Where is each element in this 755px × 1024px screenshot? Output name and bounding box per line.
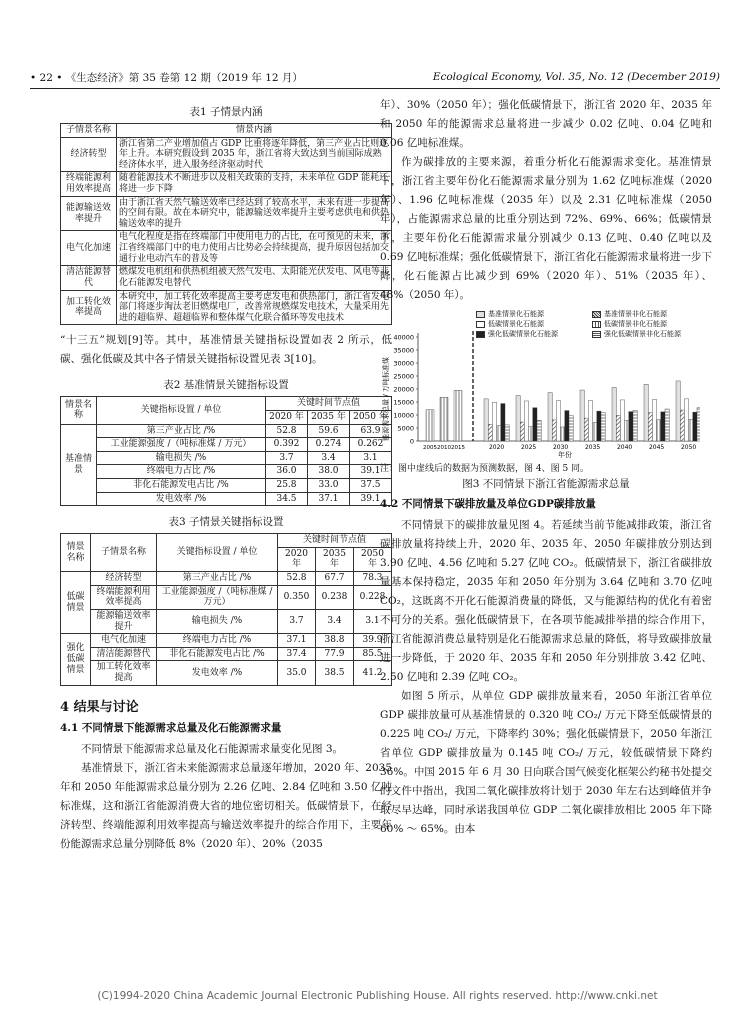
cell: 67.7 <box>316 572 354 586</box>
year-header: 2020 年 <box>266 410 308 424</box>
x-tick-label: 2050 <box>680 444 697 451</box>
bar-historical <box>426 410 434 441</box>
cell: 清洁能源替代 <box>91 647 157 661</box>
paragraph: 不同情景下的碳排放量见图 4。若延续当前节能减排政策，浙江省碳排放量将持续上升，2020 年、2035 年、2050 年碳排放分别达到 3.90 亿吨、4.56 亿吨和 5.27 亿吨 CO₂。低碳情景下，浙江省碳排放量基本保持稳定，2035 年和 2050 年分别为 3.64 亿吨和 3.70 亿吨 CO₂，这既离不开化石能源消费量的降低，又与能源结构的优化有着密不可分的关系。强化低碳情景下，在各项节能减排举措的综合作用下，浙江省能源消费总量特别是化石能源需求总量的降低，将导致碳排放量进一步降低，于 2020 年、2035 年和 2050 年分别排放 3.42 亿吨、2.50 亿吨和 2.39 亿吨 CO₂。 <box>380 519 712 683</box>
x-tick-label: 2035 <box>584 444 601 451</box>
cell: 发电效率 /% <box>157 661 278 685</box>
legend-swatch <box>592 311 601 318</box>
legend-swatch <box>592 321 601 328</box>
table2-header: 关键指标设置 / 单位 <box>97 397 266 424</box>
cell: 由于浙江省天然气输送效率已经达到了较高水平，未来有进一步提高的空间有限。故在本研究中，能源输送效率提升主要考虑供电和供热输送效率的提升 <box>117 196 392 231</box>
y-axis-label: 能源需求总量 / 万吨标准煤 <box>382 357 390 441</box>
cell: 85.5 <box>354 647 392 661</box>
cell: 清洁能源替代 <box>61 266 117 290</box>
cell: 39.9 <box>354 634 392 648</box>
table-row <box>61 465 392 479</box>
bar-5 <box>565 411 569 441</box>
cell: 经济转型 <box>91 572 157 586</box>
cell: 输电损失 /% <box>157 609 278 633</box>
bar-3 <box>620 400 624 441</box>
bar-3 <box>588 400 592 441</box>
bar-4 <box>657 420 661 441</box>
x-axis-label: 年份 <box>558 451 572 459</box>
x-tick-label: 2040 <box>616 444 633 451</box>
legend-label: 低碳情景非化石能源 <box>604 320 667 328</box>
table2-header: 关键时间节点值 <box>266 397 392 411</box>
left-column <box>60 96 392 854</box>
cell: 0.350 <box>278 585 316 609</box>
cell: 25.8 <box>266 479 308 493</box>
table-row <box>61 634 392 648</box>
figure3 <box>380 309 700 459</box>
cell: 0.392 <box>266 438 308 452</box>
y-tick-label: 20000 <box>393 385 414 394</box>
x-tick-label: 2045 <box>648 444 665 451</box>
paragraph: 不同情景下能源需求总量及化石能源需求量变化见图 3。 <box>81 742 344 755</box>
legend-item <box>592 329 704 339</box>
cell: 非化石能源发电占比 /% <box>97 479 266 493</box>
cell: 非化石能源发电占比 /% <box>157 647 278 661</box>
table-row <box>61 424 392 438</box>
bar-4 <box>689 419 693 441</box>
bar-2 <box>584 418 588 441</box>
legend-swatch <box>592 331 601 338</box>
cell: 35.0 <box>278 661 316 685</box>
table-row <box>61 266 392 290</box>
table-row <box>61 585 392 609</box>
y-tick-label: 5000 <box>397 424 414 433</box>
cell: 52.8 <box>266 424 308 438</box>
legend-item <box>592 319 704 329</box>
cell: 电气化加速 <box>91 634 157 648</box>
legend-item <box>476 309 588 319</box>
cell: 33.0 <box>308 479 350 493</box>
bar-1 <box>580 390 584 441</box>
y-tick-label: 25000 <box>393 372 414 381</box>
cell: 52.8 <box>278 572 316 586</box>
bar-5 <box>661 412 665 441</box>
bar-2 <box>680 410 684 441</box>
bar-6 <box>633 410 637 441</box>
legend-swatch <box>476 311 485 318</box>
cell: 38.0 <box>308 465 350 479</box>
table3-caption: 表3 子情景关键指标设置 <box>168 516 284 529</box>
x-tick-label: 2005 <box>423 445 437 451</box>
cell: 终端电力占比 /% <box>97 465 266 479</box>
table-row <box>61 479 392 493</box>
cell: 0.274 <box>308 438 350 452</box>
cell: 3.7 <box>266 451 308 465</box>
bar-4 <box>625 420 629 441</box>
cell: 3.1 <box>350 451 392 465</box>
cell: 63.9 <box>350 424 392 438</box>
legend-item <box>476 319 588 329</box>
cell: 加工转化效率提高 <box>91 661 157 685</box>
copyright-footer: (C)1994-2020 China Academic Journal Electronic Publishing House. All rights reserved. http://www.cnki.net <box>97 990 658 1002</box>
cell: 37.5 <box>350 479 392 493</box>
legend-label: 低碳情景化石能源 <box>488 320 544 328</box>
table-row <box>61 137 392 172</box>
cell: 加工转化效率提高 <box>61 290 117 325</box>
cell: 输电损失 /% <box>97 451 266 465</box>
table-row <box>61 290 392 325</box>
cell: 41.2 <box>354 661 392 685</box>
x-tick-label: 2020 <box>488 444 505 451</box>
cell: 经济转型 <box>61 137 117 172</box>
bar-4 <box>497 426 501 441</box>
x-tick-label: 2010 <box>437 445 451 451</box>
bar-6 <box>505 425 509 441</box>
scene-name: 强化低碳情景 <box>61 634 91 685</box>
y-tick-label: 40000 <box>393 333 414 342</box>
bar-2 <box>552 420 556 441</box>
year-header: 2035 年 <box>316 547 354 571</box>
year-header: 2050 年 <box>350 410 392 424</box>
table3-header: 子情景名称 <box>91 534 157 572</box>
cell: 0.238 <box>316 585 354 609</box>
subsection-heading: 4.1 不同情景下能源需求总量及化石能源需求量 <box>60 721 282 734</box>
bar-4 <box>561 427 565 441</box>
table1-header: 情景内涵 <box>117 124 392 138</box>
cell: 59.6 <box>308 424 350 438</box>
cell: 工业能源强度 /（吨标准煤 / 万元） <box>97 438 266 452</box>
table1-header: 子情景名称 <box>61 124 117 138</box>
cell: 终端能源利用效率提高 <box>61 172 117 196</box>
cell: 终端电力占比 /% <box>157 634 278 648</box>
cell: 37.1 <box>278 634 316 648</box>
bar-6 <box>665 409 669 441</box>
bar-6 <box>697 408 700 441</box>
x-tick-label: 2015 <box>451 445 465 451</box>
legend-label: 强化低碳情景化石能源 <box>488 330 558 338</box>
scene-name: 低碳情景 <box>61 572 91 634</box>
bar-1 <box>644 384 648 441</box>
bar-5 <box>597 411 601 441</box>
cell: 电气化程度是指在终端部门中使用电力的占比，在可预见的未来，浙江省终端部门中的电力使用占比势必会持续提高，提升原因包括加交通行业电动汽车的普及等 <box>117 231 392 266</box>
paragraph: 基准情景下，浙江省未来能源需求总量逐年增加，2020 年、2035 年和 2050 年能源需求总量分别为 2.26 亿吨、2.84 亿吨和 3.50 亿吨标准煤，这和浙江省能源消费大省的地位密切相关。低碳情景下，在经济转型、终端能源利用效率提高与输送效率提升的综合作用下，主要年份能源需求总量分别降低 8%（2020 年）、20%（2035 <box>60 761 392 850</box>
legend-label: 基准情景非化石能源 <box>604 310 667 318</box>
cell: 0.262 <box>350 438 392 452</box>
cell: 随着能源技术不断进步以及相关政策的支持，未来单位 GDP 能耗还将进一步下降 <box>117 172 392 196</box>
table2-caption: 表2 基准情景关键指标设置 <box>163 379 289 392</box>
bar-historical <box>440 397 448 441</box>
legend-label: 基准情景化石能源 <box>488 310 544 318</box>
cell: 39.1 <box>350 492 392 506</box>
table3-header: 关键时间节点值 <box>278 534 392 548</box>
bar-1 <box>676 381 680 441</box>
bar-2 <box>488 424 492 441</box>
table-row <box>61 661 392 685</box>
table-row <box>61 492 392 506</box>
cell: 3.1 <box>354 609 392 633</box>
table-row <box>61 172 392 196</box>
cell: 第三产业占比 /% <box>97 424 266 438</box>
bar-3 <box>652 399 656 441</box>
cell: 39.1 <box>350 465 392 479</box>
table3 <box>60 533 392 685</box>
x-tick-label: 2030 <box>552 444 569 451</box>
table-row <box>61 438 392 452</box>
bar-5 <box>501 404 505 441</box>
cell: 能源输送效率提升 <box>61 196 117 231</box>
header-rule <box>30 88 720 89</box>
year-header: 2050 年 <box>354 547 392 571</box>
bar-5 <box>533 408 537 441</box>
paragraph: 年）、30%（2050 年）；强化低碳情景下，浙江省 2020 年、2035 年和 2050 年的能源需求总量将进一步减少 0.02 亿吨、0.04 亿吨和 0.06 亿吨标准煤。 <box>380 99 712 149</box>
figure-note: 注：图中虚线后的数据为预测数据，图 4、图 5 同。 <box>380 464 590 474</box>
bar-6 <box>569 416 573 441</box>
table1 <box>60 123 392 325</box>
bar-3 <box>684 399 688 441</box>
table-row <box>61 647 392 661</box>
bar-4 <box>593 423 597 441</box>
y-tick-label: 0 <box>409 437 414 446</box>
y-tick-label: 30000 <box>393 359 414 368</box>
table-row <box>61 196 392 231</box>
paragraph: “十三五”规划[9]等。其中，基准情景关键指标设置如表 2 所示，低碳、强化低碳及其中各子情景关键指标设置见表 3[10]。 <box>60 334 392 366</box>
table3-header: 关键指标设置 / 单位 <box>157 534 278 572</box>
cell: 能源输送效率提升 <box>91 609 157 633</box>
table-row <box>61 231 392 266</box>
cell: 工业能源强度 /（吨标准煤 / 万元） <box>157 585 278 609</box>
chart-legend <box>476 309 704 339</box>
cell: 37.4 <box>278 647 316 661</box>
bar-1 <box>484 399 488 441</box>
legend-swatch <box>476 321 485 328</box>
cell: 0.228 <box>354 585 392 609</box>
bar-historical <box>454 390 462 441</box>
figure3-caption: 图3 不同情景下浙江省能源需求总量 <box>462 478 630 490</box>
bar-6 <box>601 412 605 441</box>
cell: 3.7 <box>278 609 316 633</box>
bar-6 <box>537 420 541 441</box>
cell: 36.0 <box>266 465 308 479</box>
cell: 发电效率 /% <box>97 492 266 506</box>
bar-4 <box>529 427 533 441</box>
right-column <box>380 96 712 839</box>
bar-1 <box>516 396 520 442</box>
paragraph: 如图 5 所示，从单位 GDP 碳排放量来看，2050 年浙江省单位 GDP 碳排放量可从基准情景的 0.320 吨 CO₂/ 万元下降至低碳情景的 0.225 吨 CO₂/ 万元，下降率约 30%；强化低碳情景下，2050 年浙江省单位 GDP 碳排放量为 0.145 吨 CO₂/ 万元，较低碳情景下降约 36%。中国 2015 年 6 月 30 日向联合国气候变化框架公约秘书处提交的文件中指出，我国二氧化碳排放将计划于 2030 年左右达到峰值并争取尽早达峰，同时承诺我国单位 GDP 二氧化碳排放相比 2005 年下降 60% ～ 65%。由本 <box>380 690 712 835</box>
table-row <box>61 572 392 586</box>
cell: 38.5 <box>316 661 354 685</box>
table2-header: 情景名称 <box>61 397 97 424</box>
bar-5 <box>693 412 697 441</box>
cell: 34.5 <box>266 492 308 506</box>
cell: 燃煤发电机组和供热机组被天然气发电、太阳能光伏发电、风电等非化石能源发电替代 <box>117 266 392 290</box>
bar-2 <box>648 413 652 441</box>
y-tick-label: 10000 <box>393 411 414 420</box>
bar-2 <box>520 422 524 441</box>
section-heading: 4 结果与讨论 <box>60 699 139 715</box>
subsection-heading: 4.2 不同情景下碳排放量及单位GDP碳排放量 <box>380 498 596 510</box>
bar-1 <box>612 387 616 441</box>
table3-header: 情景名称 <box>61 534 91 572</box>
bar-3 <box>492 402 496 441</box>
legend-label: 强化低碳情景非化石能源 <box>604 330 681 338</box>
table2 <box>60 396 392 506</box>
cell: 本研究中，加工转化效率提高主要考虑发电和供热部门，浙江省发电部门将逐步淘汰老旧燃煤电厂，改善常规燃煤发电技术，大量采用先进的超临界、超超临界和整体煤气化联合循环等发电技术 <box>117 290 392 325</box>
cell: 浙江省第二产业增加值占 GDP 比重将逐年降低，第三产业占比则逐年上升。本研究假设到 2035 年，浙江省将大致达到当前国际成熟经济体水平，进入服务经济驱动时代 <box>117 137 392 172</box>
table-row <box>61 451 392 465</box>
bar-1 <box>548 393 552 441</box>
cell: 终端能源利用效率提高 <box>91 585 157 609</box>
running-header <box>30 67 720 87</box>
scene-name: 基准情景 <box>61 424 97 506</box>
legend-swatch <box>476 331 485 338</box>
table1-caption: 表1 子情景内涵 <box>189 106 263 118</box>
header-right: Ecological Economy, Vol. 35, No. 12 (December 2019) <box>432 71 720 83</box>
bar-3 <box>524 401 528 441</box>
x-tick-label: 2025 <box>520 444 537 451</box>
y-tick-label: 15000 <box>393 398 414 407</box>
cell: 3.4 <box>316 609 354 633</box>
bar-2 <box>616 416 620 441</box>
cell: 78.3 <box>354 572 392 586</box>
legend-item <box>592 309 704 319</box>
cell: 3.4 <box>308 451 350 465</box>
cell: 38.8 <box>316 634 354 648</box>
year-header: 2020 年 <box>278 547 316 571</box>
paragraph: 作为碳排放的主要来源，着重分析化石能源需求变化。基准情景下，浙江省主要年份化石能源需求量分别为 1.62 亿吨标准煤（2020 年）、1.96 亿吨标准煤（2035 年）以及 2.31 亿吨标准煤（2050 年），占能源需求总量的比重分别达到 72%、69%、66%；低碳情景下，主要年份化石能源需求量分别减少 0.13 亿吨、0.40 亿吨以及 0.69 亿吨标准煤；强化低碳情景下，浙江省化石能源需求量将进一步下降，化石能源占比减少到 69%（2020 年）、51%（2035 年）、48%（2050 年）。 <box>380 156 712 301</box>
header-left: • 22 • 《生态经济》第 35 卷第 12 期（2019 年 12 月） <box>30 71 303 84</box>
y-tick-label: 35000 <box>393 346 414 355</box>
bar-5 <box>629 412 633 441</box>
cell: 77.9 <box>316 647 354 661</box>
bar-3 <box>556 401 560 441</box>
cell: 37.1 <box>308 492 350 506</box>
cell: 电气化加速 <box>61 231 117 266</box>
cell: 第三产业占比 /% <box>157 572 278 586</box>
year-header: 2035 年 <box>308 410 350 424</box>
legend-item <box>476 329 588 339</box>
table-row <box>61 609 392 633</box>
